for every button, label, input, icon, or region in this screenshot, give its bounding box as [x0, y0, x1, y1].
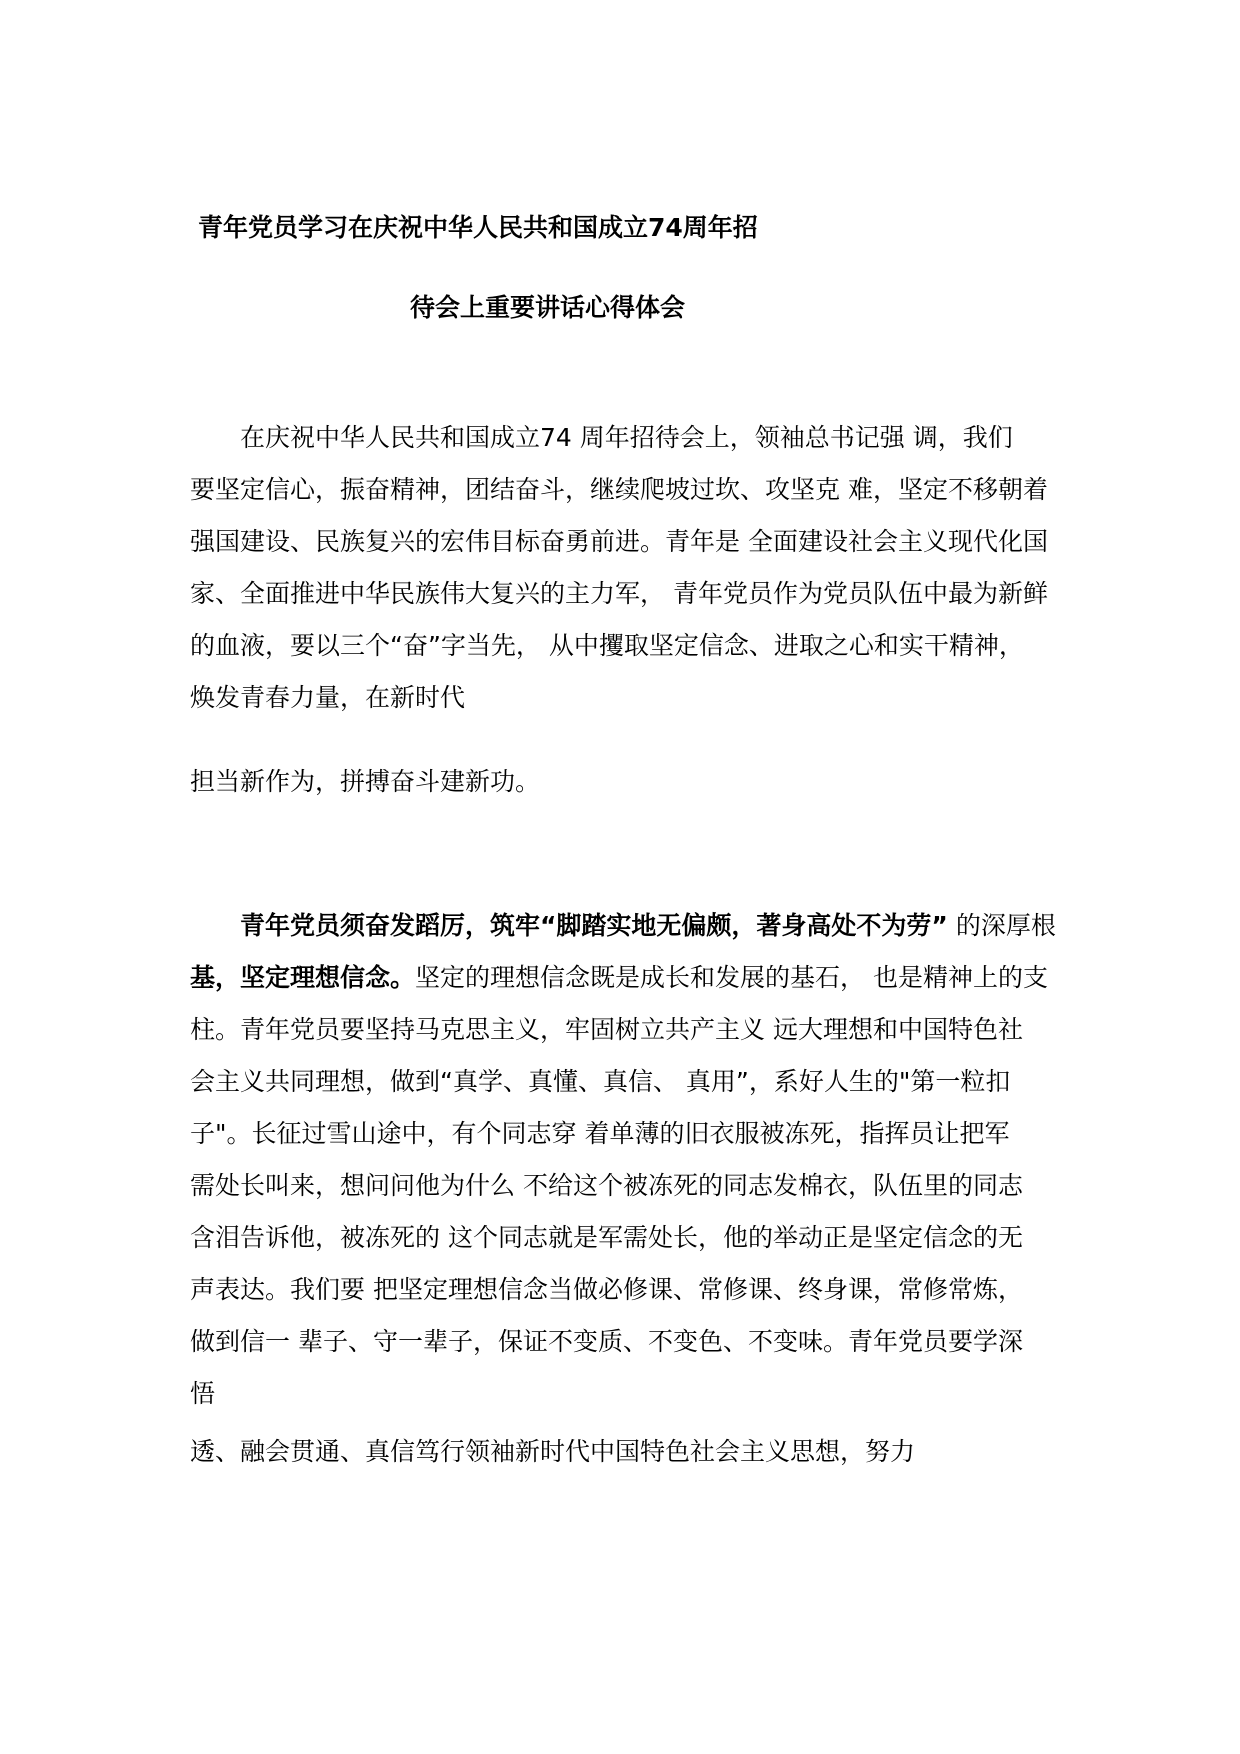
paragraph-1-line: 的血液，要以三个“奋”字当先， 从中攫取坚定信念、进取之心和实干精神， — [190, 631, 1024, 660]
paragraph-2-line: 会主义共同理想，做到“真学、真懂、真信、 真用”，系好人生的"第一粒扣 — [190, 1067, 1011, 1096]
paragraph-2-heading-part-1: 青年党员须奋发蹈厉，筑牢“脚踏实地无偏颇，著身高处不为劳” — [240, 911, 948, 940]
paragraph-2-line-1-rest: 的深厚根 — [947, 911, 1056, 940]
paragraph-1-line: 要坚定信心，振奋精神，团结奋斗，继续爬坡过坎、攻坚克 难，坚定不移朝着 — [190, 475, 1048, 504]
paragraph-2-line — [190, 952, 1080, 1004]
paragraph-1-line: 焕发青春力量，在新时代 — [190, 683, 466, 712]
paragraph-2 — [190, 900, 1080, 1420]
paragraph-2-line: 含泪告诉他，被冻死的 这个同志就是军需处长，他的举动正是坚定信念的无 — [190, 1223, 1023, 1252]
paragraph-1-tail-line: 担当新作为，拼搏奋斗建新功。 — [190, 767, 541, 796]
paragraph-1-continuation — [190, 756, 1080, 808]
paragraph-2-line — [190, 900, 1080, 952]
paragraph-1 — [190, 412, 1080, 724]
paragraph-2-tail-line: 透、融会贯通、真信笃行领袖新时代中国特色社会主义思想，努力 — [190, 1437, 916, 1466]
paragraph-2-continuation — [190, 1426, 1080, 1478]
title-line-1: 青年党员学习在庆祝中华人民共和国成立74周年招 — [198, 213, 758, 242]
paragraph-1-line: 家、全面推进中华民族伟大复兴的主力军， 青年党员作为党员队伍中最为新鲜 — [190, 579, 1048, 608]
paragraph-2-heading-part-2: 基，坚定理想信念。 — [190, 963, 416, 992]
paragraph-2-line: 声表达。我们要 把坚定理想信念当做必修课、常修课、终身课，常修常炼， — [190, 1275, 1023, 1304]
paragraph-2-line: 柱。青年党员要坚持马克思主义，牢固树立共产主义 远大理想和中国特色社 — [190, 1015, 1023, 1044]
paragraph-2-line: 需处长叫来，想问问他为什么 不给这个被冻死的同志发棉衣，队伍里的同志 — [190, 1171, 1023, 1200]
title-line-2: 待会上重要讲话心得体会 — [410, 293, 686, 322]
paragraph-2-line: 子"。长征过雪山途中，有个同志穿 着单薄的旧衣服被冻死，指挥员让把军 — [190, 1119, 1010, 1148]
paragraph-1-line: 在庆祝中华人民共和国成立74 周年招待会上，领袖总书记强 调，我们 — [240, 423, 1013, 452]
paragraph-2-line-2-rest: 坚定的理想信念既是成长和发展的基石， 也是精神上的支 — [415, 963, 1048, 992]
paragraph-2-line: 做到信一 辈子、守一辈子，保证不变质、不变色、不变味。青年党员要学深 — [190, 1327, 1023, 1356]
paragraph-1-line: 强国建设、民族复兴的宏伟目标奋勇前进。青年是 全面建设社会主义现代化国 — [190, 527, 1048, 556]
paragraph-2-line: 悟 — [190, 1379, 216, 1408]
